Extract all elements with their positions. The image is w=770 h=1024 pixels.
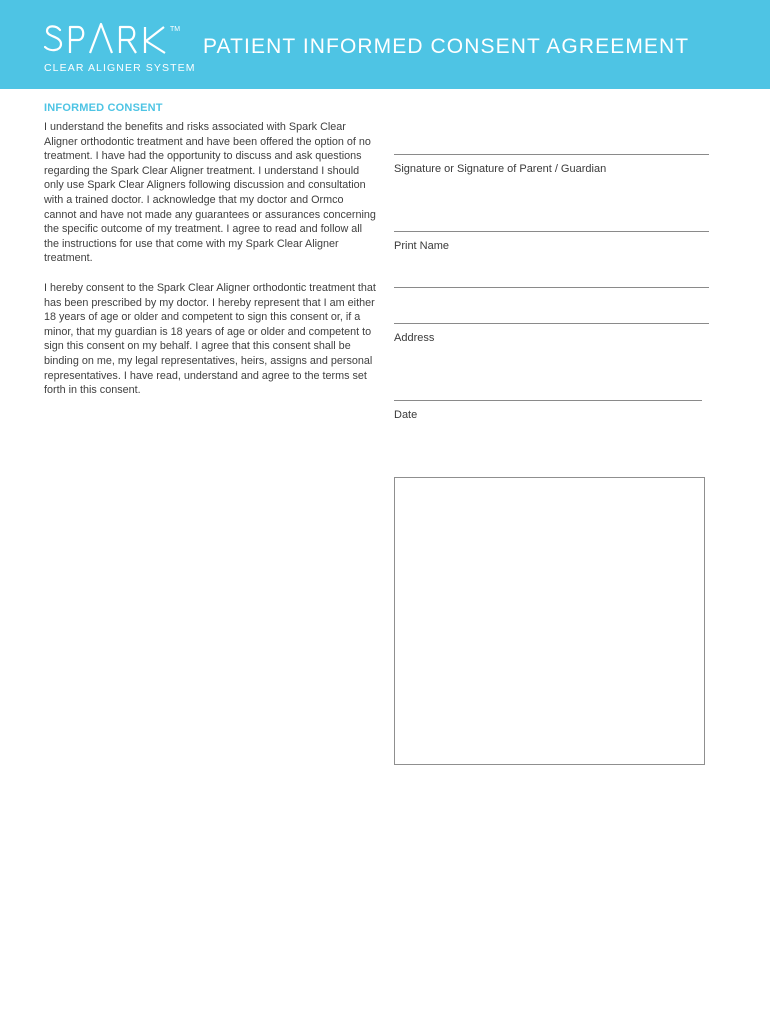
date-line[interactable] [394,400,702,401]
date-label: Date [394,409,418,421]
print-name-line[interactable] [394,231,709,232]
print-name-label: Print Name [394,240,450,252]
signature-label: Signature or Signature of Parent / Guardian [394,163,607,175]
consent-heading: INFORMED CONSENT [44,102,163,114]
logo-tagline: CLEAR ALIGNER SYSTEM [44,62,196,74]
spark-logo-wordmark-icon [44,18,194,62]
signature-line[interactable] [394,154,709,155]
consent-paragraph: I hereby consent to the Spark Clear Aligner orthodontic treatment that has been prescribed by my doctor. I hereby represent that I am either 18 years of age or older and competent to sign this consent or, if a minor, that my guardian is 18 years of age or older and competent to sign this consent on my behalf. I agree that this consent shall be binding on me, my legal representatives, heirs, assigns and personal representatives. I have read, understand and agree to the terms set forth in this consent. [44,281,376,397]
notes-box[interactable] [394,477,705,765]
header-band [0,0,770,89]
address-line-2[interactable] [394,323,709,324]
consent-paragraph: I understand the benefits and risks associated with Spark Clear Aligner orthodontic treatment and have been offered the option of no treatment. I have had the opportunity to discuss and ask questions regarding the Spark Clear Aligner treatment. I understand I should only use Spark Clear Aligners following discussion and consultation with a trained doctor. I acknowledge that my doctor and Ormco cannot and have not made any guarantees or assurances concerning the specific outcome of my treatment. I agree to read and follow all the instructions for use that come with my Spark Clear Aligner treatment. [44,121,376,265]
consent-section [44,101,378,398]
document-title: PATIENT INFORMED CONSENT AGREEMENT [203,35,690,58]
address-label: Address [394,332,435,344]
spark-logo [44,18,194,76]
address-line-1[interactable] [394,287,709,288]
trademark-mark: TM [170,26,181,33]
